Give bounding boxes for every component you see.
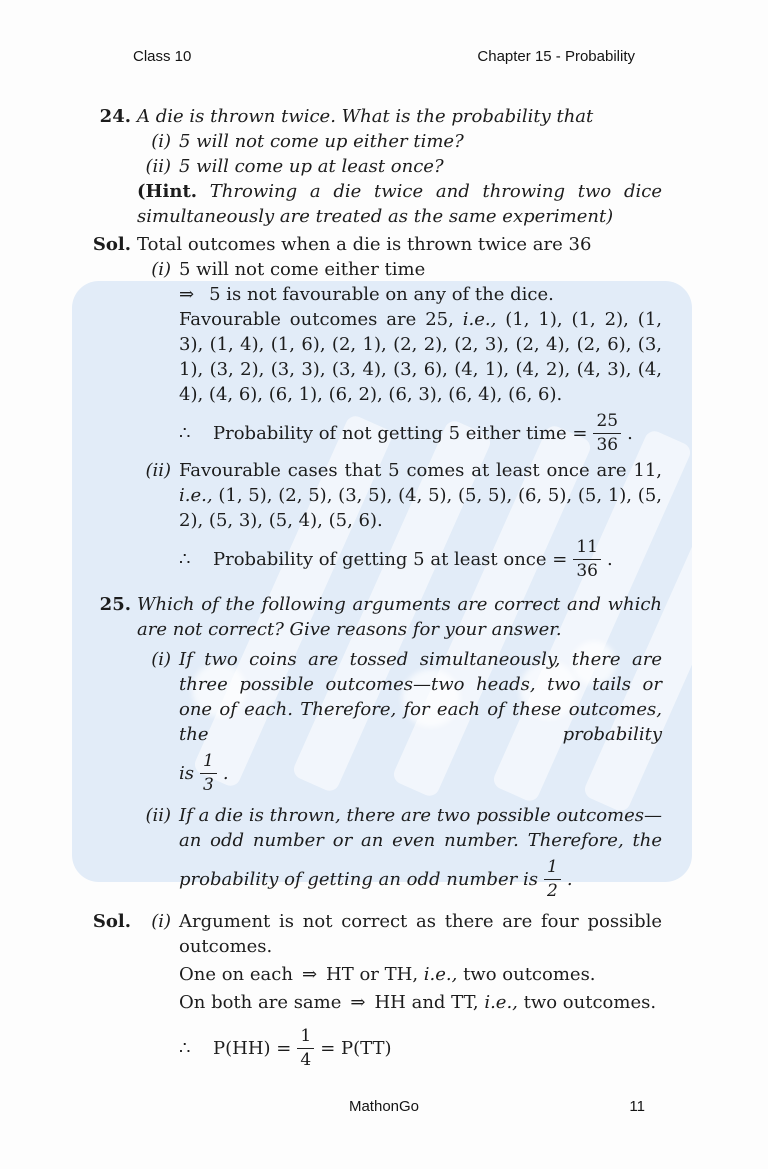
hint-label: (Hint.: [137, 181, 198, 202]
line-mid: HH and TT,: [374, 992, 485, 1013]
period: .: [566, 868, 573, 890]
ie-abbrev: i.e.,: [462, 309, 497, 330]
question-25-number: 25.: [99, 594, 131, 615]
implies-arrow: ⇒: [350, 992, 366, 1013]
fraction-numerator: 1: [200, 751, 217, 774]
solution-label: Sol.: [92, 234, 131, 255]
fraction-1-3: [200, 751, 217, 796]
line-post: two outcomes.: [517, 992, 657, 1013]
ie-abbrev: i.e.,: [179, 485, 213, 506]
part-i-text: If two coins are tossed simultaneously, there are three possible outcomes—two heads, two tails or one of each. Therefore, for each of these outcomes, the probability: [179, 649, 662, 745]
part-marker: (i): [151, 649, 171, 670]
solution-25-part-i: [137, 909, 662, 1073]
fraction-numerator: 25: [593, 411, 621, 434]
part-marker: (i): [151, 131, 171, 152]
conclusion-text: Probability of not getting 5 either time =: [213, 422, 588, 444]
fraction-numerator: 1: [297, 1026, 314, 1049]
part-marker: (ii): [145, 460, 171, 481]
line-pre: One on each: [179, 964, 293, 985]
part-marker: (ii): [145, 805, 171, 826]
therefore-symbol: ∴: [179, 548, 191, 570]
solution-25-one-on-each: [179, 962, 662, 987]
fraction-denominator: 4: [300, 1049, 312, 1070]
question-24-part-i: [137, 129, 662, 154]
page-header: [0, 48, 768, 65]
fraction-denominator: 2: [547, 880, 558, 901]
line-post: two outcomes.: [457, 964, 596, 985]
fraction-denominator: 36: [596, 434, 619, 455]
solution-label: Sol.: [92, 911, 131, 932]
therefore-symbol: ∴: [179, 422, 191, 444]
solution-24-ii-cases: [179, 458, 662, 533]
question-24-stem: A die is thrown twice. What is the probability that: [137, 106, 594, 127]
fraction-1-4: [297, 1026, 314, 1071]
tail-text: probability of getting an odd number is: [179, 868, 538, 890]
fraction-numerator: 11: [573, 537, 601, 560]
tail-text: is: [179, 762, 194, 784]
solution-25-phh-line: [179, 1025, 662, 1071]
implies-arrow: ⇒: [179, 284, 195, 305]
part-text: 5 will come up at least once?: [179, 156, 444, 177]
question-25-stem: Which of the following arguments are correct and which are not correct? Give reasons for your answer.: [137, 594, 662, 640]
line-pre: On both are same: [179, 992, 342, 1013]
question-25-part-ii: [137, 803, 662, 904]
implies-arrow: ⇒: [301, 964, 318, 985]
question-24: [88, 104, 662, 229]
part-marker: (i): [151, 259, 171, 280]
solution-24: [88, 232, 662, 584]
solution-24-i-arrow-line: [179, 282, 662, 307]
solution-24-part-ii: [137, 458, 662, 584]
period: .: [222, 762, 229, 784]
question-24-hint: [137, 179, 662, 229]
solution-24-part-i: [137, 257, 662, 458]
solution-25-argument: Argument is not correct as there are four possible outcomes.: [179, 911, 662, 957]
part-ii-text: If a die is thrown, there are two possible outcomes—an odd number or an even number. Therefore, the: [179, 805, 662, 851]
part-text: 5 will not come up either time?: [179, 131, 464, 152]
cases-list: (1, 5), (2, 5), (3, 5), (4, 5), (5, 5), (6, 5), (5, 1), (5, 2), (5, 3), (5, 4), (5, 6).: [179, 485, 662, 531]
fraction-25-36: [593, 411, 621, 456]
part-marker: (ii): [145, 156, 171, 177]
solution-25: [88, 909, 662, 1073]
fraction-denominator: 36: [576, 560, 598, 581]
conclusion-text: Probability of getting 5 at least once =: [213, 548, 568, 570]
ie-abbrev: i.e.,: [484, 992, 518, 1013]
fraction-1-2: [544, 857, 561, 902]
solution-24-ii-conclusion: [179, 536, 662, 582]
question-25-part-i: [137, 647, 662, 798]
arrow-text: 5 is not favourable on any of the dice.: [209, 284, 554, 305]
question-24-number: 24.: [99, 106, 131, 127]
therefore-symbol: ∴: [179, 1037, 191, 1059]
solution-25-on-both: [179, 990, 662, 1015]
header-chapter-label: Chapter 15 - Probability: [477, 48, 635, 65]
page-content: [88, 104, 662, 1073]
fraction-denominator: 3: [203, 774, 214, 795]
solution-24-i-favourable: [179, 307, 662, 407]
favourable-pre: Favourable outcomes are 25,: [179, 309, 463, 330]
solution-24-i-title: 5 will not come either time: [179, 259, 426, 280]
phh-text: P(HH) =: [213, 1037, 292, 1059]
brand-label: MathonGo: [348, 1098, 420, 1115]
ie-abbrev: i.e.,: [423, 964, 458, 985]
solution-24-i-conclusion: [179, 410, 662, 456]
question-25: [88, 592, 662, 904]
fraction-numerator: 1: [544, 857, 561, 880]
part-ii-fraction-line: [179, 856, 662, 902]
period: .: [627, 422, 633, 444]
cases-pre: Favourable cases that 5 comes at least once are 11,: [179, 460, 662, 481]
fraction-11-36: [573, 537, 601, 582]
question-24-part-ii: [137, 154, 662, 179]
page-number: 11: [629, 1098, 645, 1115]
header-class-label: Class 10: [133, 48, 192, 65]
solution-24-intro: Total outcomes when a die is thrown twice are 36: [137, 234, 592, 255]
favourable-list: (1, 1), (1, 2), (1, 3), (1, 4), (1, 6), (2, 1), (2, 2), (2, 3), (2, 4), (2, 6), (3, 1), (3, 2), (3, 3), (3, 4), (3, 6), (4, 1), (4, 2), (4, 3), (4, 4), (4, 6), (6, 1), (6, 2), (6, 3), (6, 4), (6, 6).: [179, 309, 663, 405]
part-i-fraction-line: [179, 750, 662, 796]
hint-text: Throwing a die twice and throwing two dice simultaneously are treated as the same experiment): [137, 181, 662, 227]
line-mid: HT or TH,: [326, 964, 424, 985]
part-marker: (i): [151, 911, 171, 932]
period: .: [606, 548, 613, 570]
ptt-text: = P(TT): [320, 1037, 392, 1059]
